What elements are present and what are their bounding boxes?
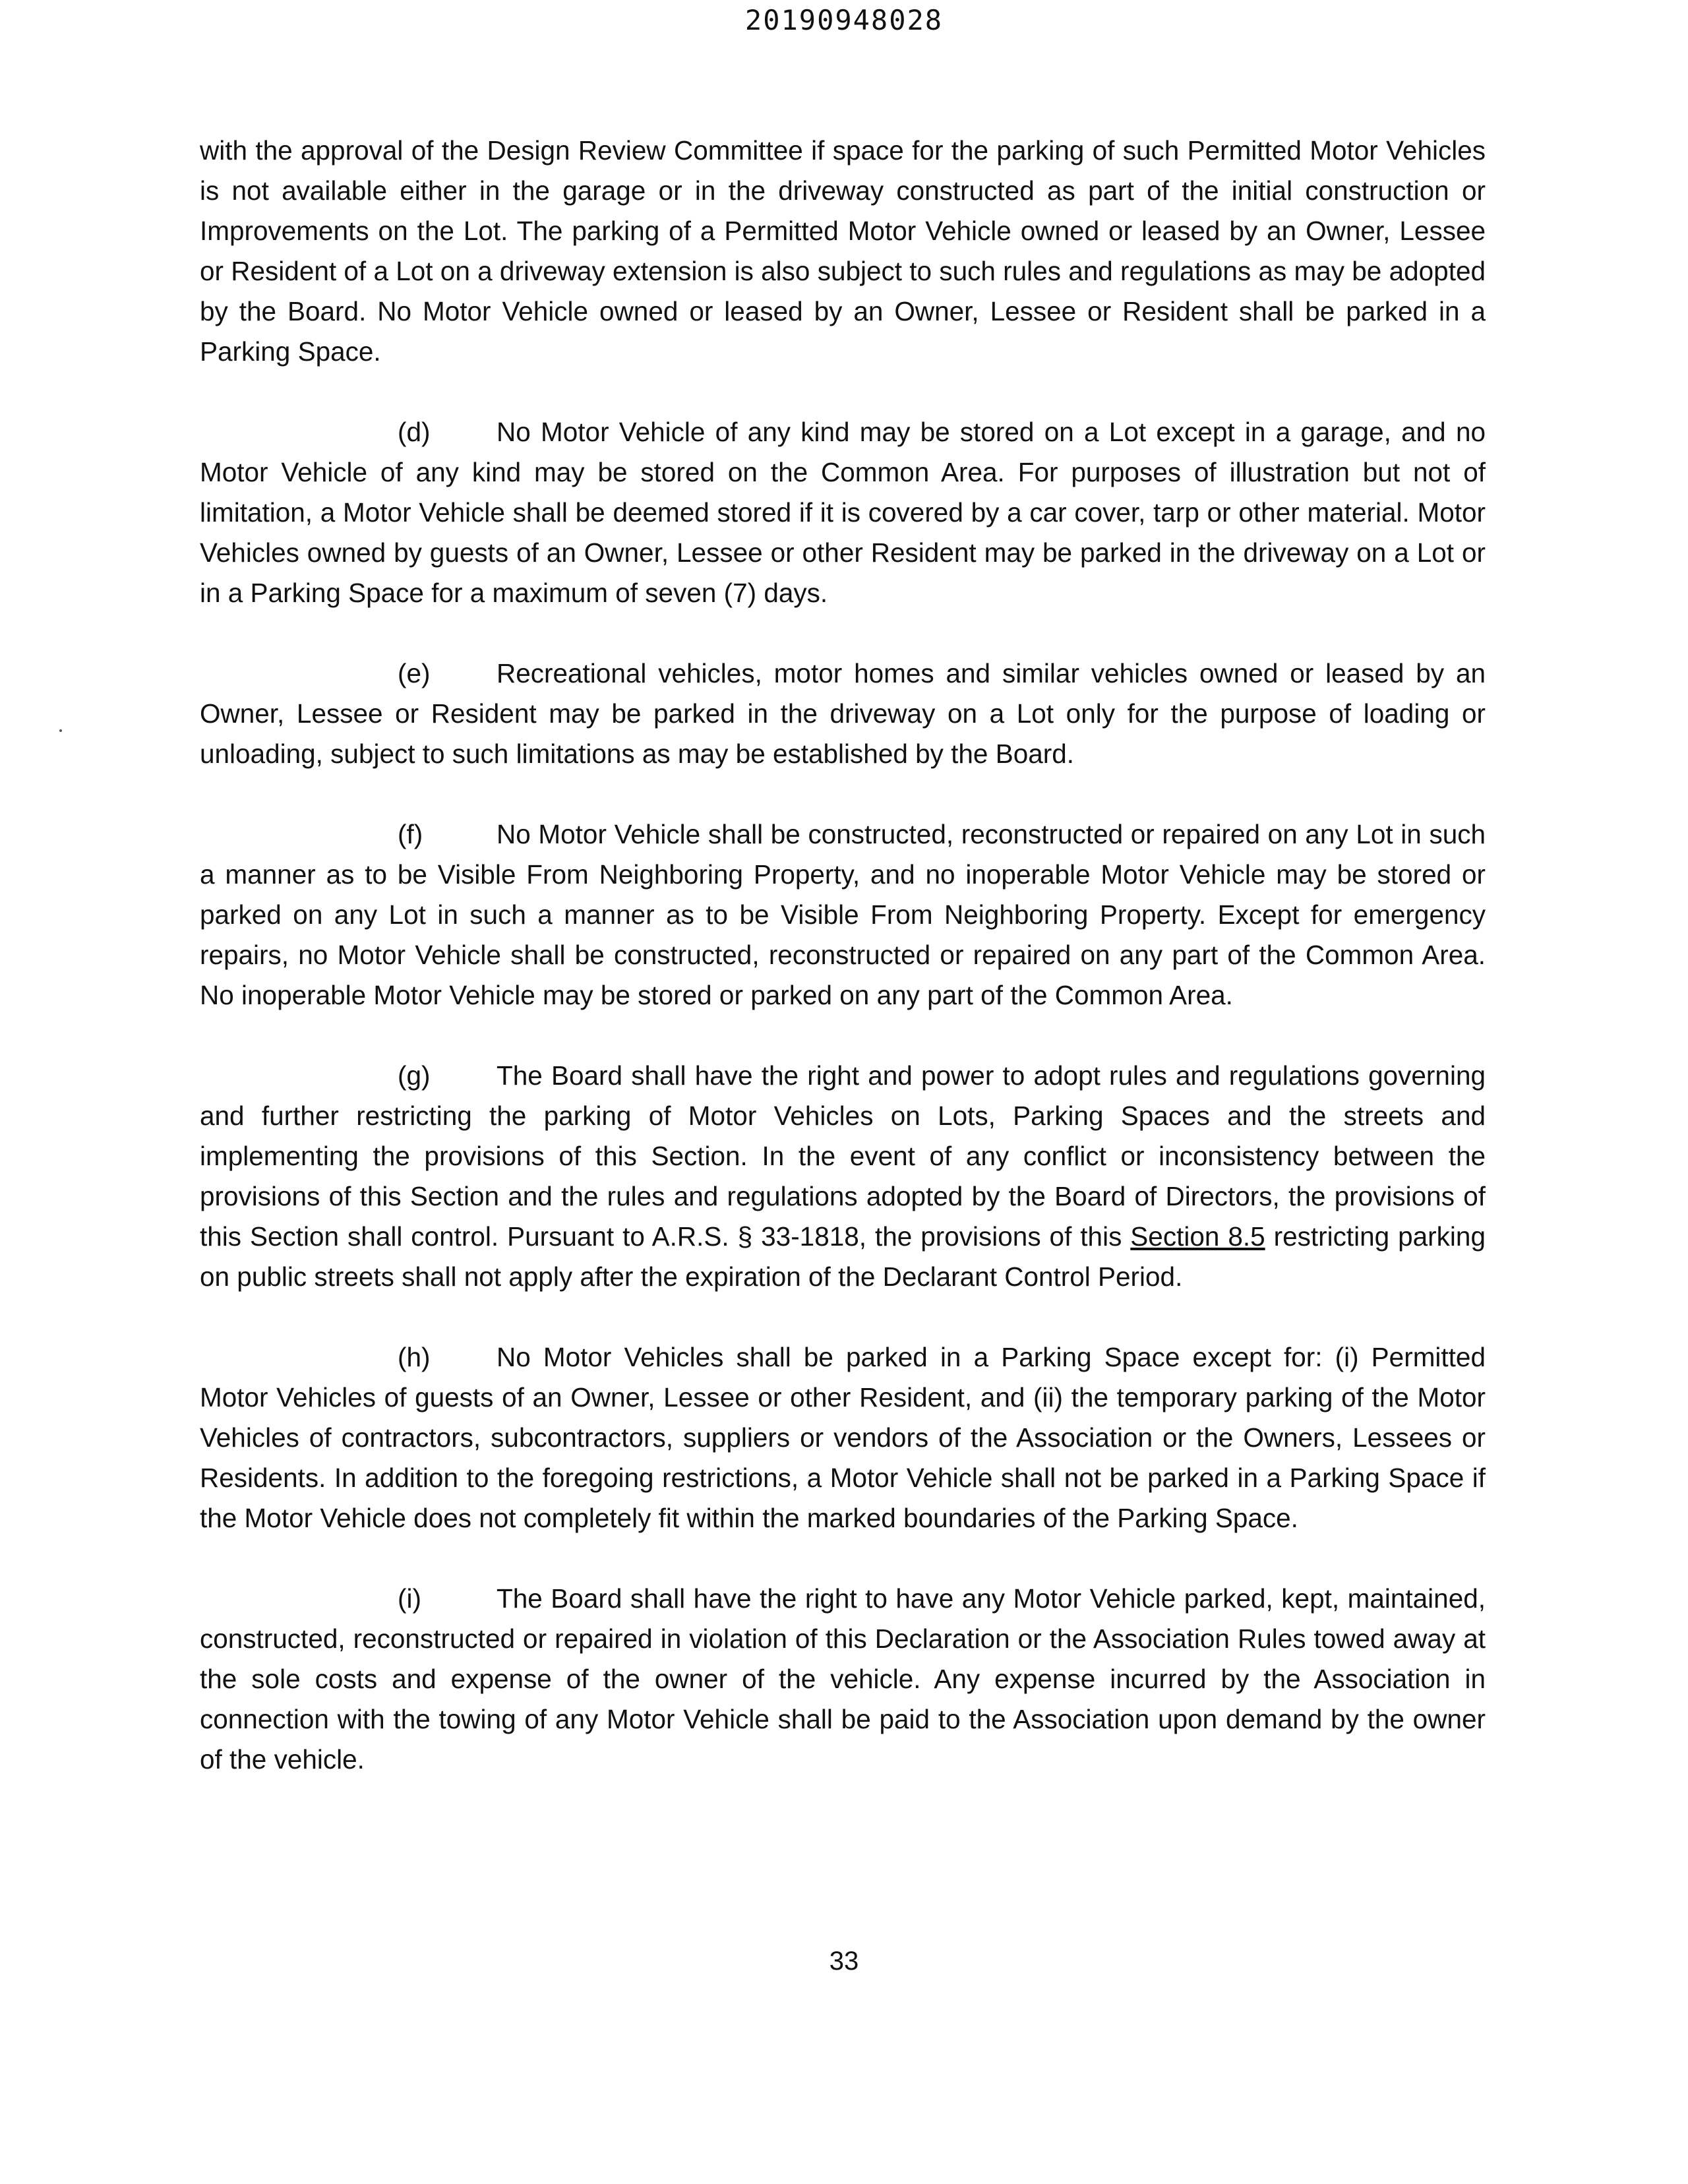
paragraph-d-label: (d) <box>398 417 431 447</box>
paragraph-e <box>200 653 1486 774</box>
paragraph-g <box>200 1056 1486 1297</box>
paragraph-e-label: (e) <box>398 658 431 688</box>
paragraph-g-text-1: The Board shall have the right and power to adopt rules and regulations governing and further restricting the parking of Motor Vehicles on Lots, Parking Spaces and the streets and implementing the provisions of this Section. In the event of any conflict or inconsistency between the provisions of this Section and the rules and regulations adopted by the Board of Directors, the provisions of this Section shall control. Pursuant to A.R.S. § 33-1818, the provisions of this <box>200 1060 1486 1252</box>
paragraph-d-text: No Motor Vehicle of any kind may be stored on a Lot except in a garage, and no Motor Vehicle of any kind may be stored on the Common Area. For purposes of illustration but not of limitation, a Motor Vehicle shall be deemed stored if it is covered by a car cover, tarp or other material. Motor Vehicles owned by guests of an Owner, Lessee or other Resident may be parked in the driveway on a Lot or in a Parking Space for a maximum of seven (7) days. <box>200 417 1486 608</box>
paragraph-d <box>200 412 1486 613</box>
paragraph-f-label: (f) <box>398 819 423 849</box>
paragraph-g-text-2: restricting parking on public streets shall not apply after the expiration of the Declarant Control Period. <box>200 1221 1486 1292</box>
page-number: 33 <box>829 1947 859 1976</box>
document-number: 20190948028 <box>744 4 944 36</box>
paragraph-h-label: (h) <box>398 1342 431 1372</box>
paragraph-intro-text: with the approval of the Design Review Committee if space for the parking of such Permitted Motor Vehicles is not available either in the garage or in the driveway constructed as part of the initial construction or Improvements on the Lot. The parking of a Permitted Motor Vehicle owned or leased by an Owner, Lessee or Resident of a Lot on a driveway extension is also subject to such rules and regulations as may be adopted by the Board. No Motor Vehicle owned or leased by an Owner, Lessee or Resident shall be parked in a Parking Space. <box>200 135 1486 367</box>
paragraph-i-label: (i) <box>398 1583 421 1614</box>
paragraph-h-text: No Motor Vehicles shall be parked in a Parking Space except for: (i) Permitted Motor Vehicles of guests of an Owner, Lessee or other Resident, and (ii) the temporary parking of the Motor Vehicles of contractors, subcontractors, suppliers or vendors of the Association or the Owners, Lessees or Residents. In addition to the foregoing restrictions, a Motor Vehicle shall not be parked in a Parking Space if the Motor Vehicle does not completely fit within the marked boundaries of the Parking Space. <box>200 1342 1486 1533</box>
scan-speck <box>59 729 62 732</box>
paragraph-i-text: The Board shall have the right to have any Motor Vehicle parked, kept, maintained, constructed, reconstructed or repaired in violation of this Declaration or the Association Rules towed away at the sole costs and expense of the owner of the vehicle. Any expense incurred by the Association in connection with the towing of any Motor Vehicle shall be paid to the Association upon demand by the owner of the vehicle. <box>200 1583 1486 1774</box>
paragraph-i <box>200 1579 1486 1780</box>
paragraph-e-text: Recreational vehicles, motor homes and similar vehicles owned or leased by an Owner, Lessee or Resident may be parked in the driveway on a Lot only for the purpose of loading or unloading, subject to such limitations as may be established by the Board. <box>200 658 1486 769</box>
paragraph-g-label: (g) <box>398 1060 431 1091</box>
document-body <box>200 131 1486 1780</box>
paragraph-intro <box>200 131 1486 372</box>
section-reference-link: Section 8.5 <box>1130 1221 1265 1252</box>
paragraph-f-text: No Motor Vehicle shall be constructed, reconstructed or repaired on any Lot in such a manner as to be Visible From Neighboring Property, and no inoperable Motor Vehicle may be stored or parked on any Lot in such a manner as to be Visible From Neighboring Property. Except for emergency repairs, no Motor Vehicle shall be constructed, reconstructed or repaired on any part of the Common Area. No inoperable Motor Vehicle may be stored or parked on any part of the Common Area. <box>200 819 1486 1010</box>
paragraph-f <box>200 814 1486 1016</box>
paragraph-h <box>200 1337 1486 1538</box>
